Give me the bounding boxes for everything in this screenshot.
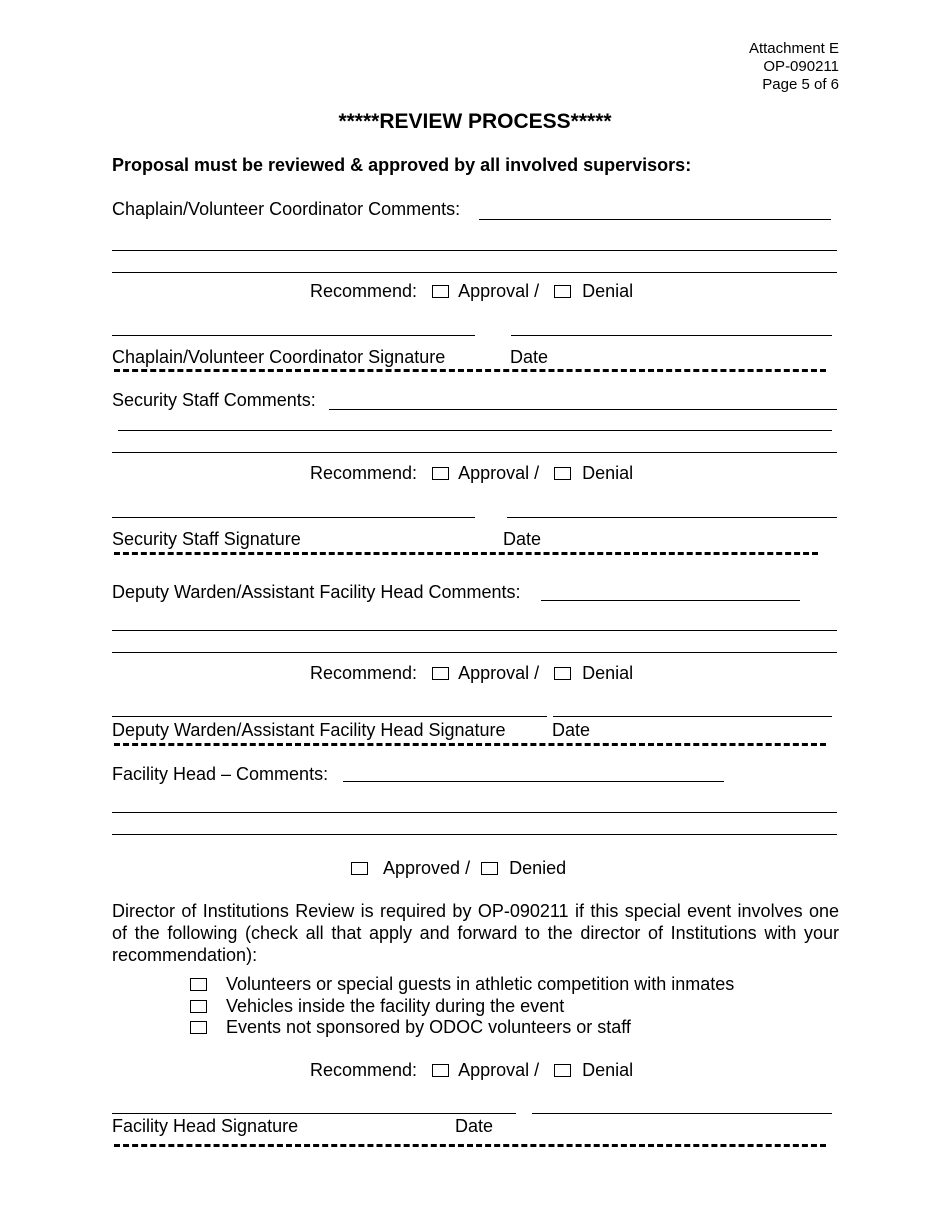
deputy-comments-line-2[interactable] (112, 630, 837, 631)
director-review-paragraph: Director of Institutions Review is required by OP-090211 if this special event involves one of the following (check all that apply and forward to the director of Institutions with your recommendation): (112, 901, 839, 965)
chaplain-comments-label: Chaplain/Volunteer Coordinator Comments: (112, 199, 461, 219)
chaplain-comments-field[interactable] (479, 219, 831, 220)
approved-label: Approved / (383, 858, 471, 878)
security-comments-line-2[interactable] (118, 430, 832, 431)
facility-head-recommend-row (310, 1060, 633, 1081)
deputy-denial-checkbox[interactable] (554, 667, 571, 680)
page-number: Page 5 of 6 (762, 76, 839, 93)
recommend-label: Recommend: (310, 281, 418, 301)
denied-label: Denied (509, 858, 567, 878)
chaplain-comments-line-2[interactable] (112, 250, 837, 251)
security-recommend-row (310, 463, 633, 484)
chaplain-date-field[interactable] (511, 335, 832, 336)
security-comments-field[interactable] (329, 409, 837, 410)
checklist-item-label: Events not sponsored by ODOC volunteers or staff (226, 1017, 631, 1037)
approval-label: Approval / (458, 1060, 540, 1080)
security-date-field[interactable] (507, 517, 837, 518)
deputy-signature-field[interactable] (112, 716, 547, 717)
chaplain-denial-checkbox[interactable] (554, 285, 571, 298)
deputy-comments-field[interactable] (541, 600, 800, 601)
chaplain-approval-checkbox[interactable] (432, 285, 449, 298)
recommend-label: Recommend: (310, 663, 418, 683)
facility-head-comments-line-3[interactable] (112, 834, 837, 835)
facility-head-signature-field[interactable] (112, 1113, 516, 1114)
chaplain-date-label: Date (510, 347, 549, 367)
director-checklist (190, 974, 734, 1039)
security-comments-line-3[interactable] (112, 452, 837, 453)
page-title: *****REVIEW PROCESS***** (338, 110, 612, 133)
deputy-approval-checkbox[interactable] (432, 667, 449, 680)
security-date-label: Date (503, 529, 542, 549)
facility-head-comments-label: Facility Head – Comments: (112, 764, 329, 784)
denied-checkbox[interactable] (481, 862, 498, 875)
deputy-recommend-row (310, 663, 633, 684)
denial-label: Denial (582, 1060, 634, 1080)
denial-label: Denial (582, 663, 634, 683)
deputy-signature-label: Deputy Warden/Assistant Facility Head Signature (112, 720, 506, 740)
section-divider (114, 369, 826, 372)
attachment-label: Attachment E (748, 40, 839, 57)
chaplain-comments-line-3[interactable] (112, 272, 837, 273)
checklist-item (190, 1017, 734, 1039)
facility-head-denial-checkbox[interactable] (554, 1064, 571, 1077)
recommend-label: Recommend: (310, 1060, 418, 1080)
approval-label: Approval / (458, 663, 540, 683)
approved-checkbox[interactable] (351, 862, 368, 875)
denial-label: Denial (582, 281, 634, 301)
deputy-date-field[interactable] (553, 716, 832, 717)
facility-head-approval-checkbox[interactable] (432, 1064, 449, 1077)
facility-head-comments-line-2[interactable] (112, 812, 837, 813)
deputy-comments-line-3[interactable] (112, 652, 837, 653)
recommend-label: Recommend: (310, 463, 418, 483)
facility-head-decision-row (351, 858, 566, 879)
instruction-text: Proposal must be reviewed & approved by all involved supervisors: (112, 155, 692, 175)
checklist-item (190, 974, 734, 996)
chaplain-recommend-row (310, 281, 633, 302)
facility-head-comments-field[interactable] (343, 781, 724, 782)
chaplain-signature-field[interactable] (112, 335, 475, 336)
security-denial-checkbox[interactable] (554, 467, 571, 480)
facility-head-signature-label: Facility Head Signature (112, 1116, 299, 1136)
facility-head-date-label: Date (455, 1116, 494, 1136)
checklist-checkbox[interactable] (190, 1021, 207, 1034)
checklist-checkbox[interactable] (190, 978, 207, 991)
security-signature-field[interactable] (112, 517, 475, 518)
section-divider (114, 1144, 826, 1147)
checklist-checkbox[interactable] (190, 1000, 207, 1013)
section-divider (114, 552, 818, 555)
section-divider (114, 743, 826, 746)
deputy-date-label: Date (552, 720, 591, 740)
checklist-item-label: Vehicles inside the facility during the event (226, 995, 565, 1016)
security-signature-label: Security Staff Signature (112, 529, 301, 549)
facility-head-date-field[interactable] (532, 1113, 832, 1114)
checklist-item-label: Volunteers or special guests in athletic competition with inmates (226, 974, 735, 994)
approval-label: Approval / (458, 463, 540, 483)
checklist-item (190, 996, 734, 1018)
approval-label: Approval / (458, 281, 540, 301)
security-comments-label: Security Staff Comments: (112, 390, 316, 410)
denial-label: Denial (582, 463, 634, 483)
chaplain-signature-label: Chaplain/Volunteer Coordinator Signature (112, 347, 446, 367)
op-number: OP-090211 (763, 58, 839, 75)
document-header (749, 40, 839, 94)
security-approval-checkbox[interactable] (432, 467, 449, 480)
deputy-comments-label: Deputy Warden/Assistant Facility Head Comments: (112, 582, 521, 602)
